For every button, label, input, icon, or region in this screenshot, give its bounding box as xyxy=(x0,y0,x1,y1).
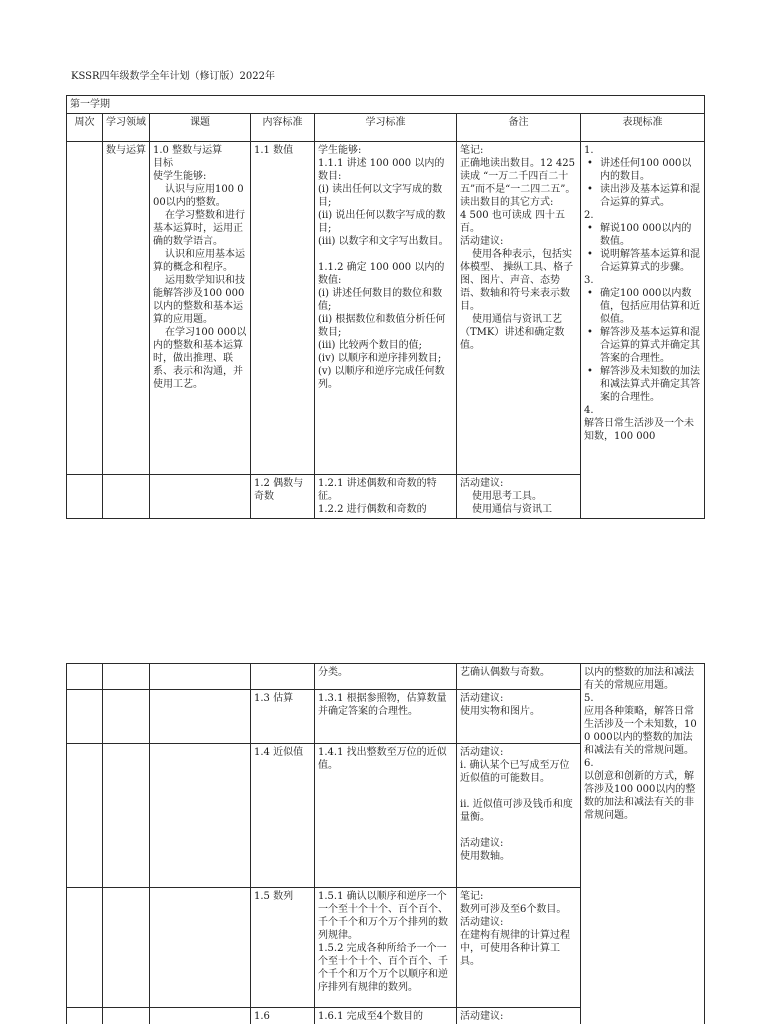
notes-cell xyxy=(457,690,581,744)
learning-standard-cell xyxy=(315,142,457,475)
notes-line: 活动建议: xyxy=(460,478,504,489)
performance-item: • 确定100 000以内数值，包括应用估算和近似值。 xyxy=(584,287,701,326)
content-standard-cell: 1.2 偶数与奇数 xyxy=(251,475,315,519)
topic-title: 1.0 整数与运算 xyxy=(153,145,223,156)
header-week: 周次 xyxy=(67,114,103,142)
learning-standard-cell: 1.3.1 根据参照物，估算数量并确定答案的合理性。 xyxy=(315,690,457,744)
topic-item: 认识与应用100 000以内的整数。 xyxy=(153,184,244,208)
notes-cell xyxy=(457,142,581,475)
header-topic: 课题 xyxy=(150,114,251,142)
notes-line: 活动建议: xyxy=(460,236,504,247)
topic-cell xyxy=(150,142,251,475)
content-standard-cell: 1.6 xyxy=(251,1008,315,1024)
topic-cell xyxy=(150,475,251,519)
performance-item: • 解答涉及未知数的加法和减法算式并确定其答案的合理性。 xyxy=(584,365,701,404)
week-cell xyxy=(67,664,103,690)
performance-number: 4. xyxy=(584,405,594,416)
notes-line: ii. 近似值可涉及钱币和度量衡。 xyxy=(460,799,573,823)
notes-line: 活动建议: xyxy=(460,838,504,849)
topic-intro: 使学生能够: xyxy=(153,171,207,182)
content-standard-cell: 1.3 估算 xyxy=(251,690,315,744)
performance-list xyxy=(584,222,701,274)
content-standard-cell xyxy=(251,664,315,690)
performance-standard-cell xyxy=(581,664,705,1024)
performance-item: • 读出涉及基本运算和混合运算的算式。 xyxy=(584,183,701,209)
topic-goal: 目标 xyxy=(153,158,173,169)
topic-cell xyxy=(150,888,251,1008)
learning-line: 1.2.2 进行偶数和奇数的 xyxy=(318,504,427,515)
performance-item: • 解答涉及基本运算和混合运算的算式并确定其答案的合理性。 xyxy=(584,326,701,365)
performance-number: 5. xyxy=(584,693,594,704)
area-cell xyxy=(103,888,150,1008)
yearly-plan-table-page-2 xyxy=(66,663,705,1024)
learning-line: (ii) 说出任何以数字写成的数目; xyxy=(318,210,446,234)
area-cell xyxy=(103,690,150,744)
performance-number: 2. xyxy=(584,210,594,221)
topic-cell xyxy=(150,664,251,690)
notes-line: 使用通信与资讯工艺（TMK）讲述和确定数值。 xyxy=(460,314,565,351)
area-cell: 数与运算 xyxy=(103,142,150,475)
notes-line: 活动建议: xyxy=(460,917,504,928)
learning-line: (iii) 比较两个数目的值; xyxy=(318,340,422,351)
topic-item: 运用数学知识和技能解答涉及100 000以内的整数和基本运算的应用题。 xyxy=(153,275,245,325)
performance-item: • 解说100 000以内的数值。 xyxy=(584,222,701,248)
learning-line: (i) 读出任何以文字写成的数目; xyxy=(318,184,443,208)
learning-standard-cell xyxy=(315,475,457,519)
learning-line: 1.5.1 确认以顺序和逆序一个一个至十个十个、百个百个、千个千个和万个万个排列的数列规律。 xyxy=(318,891,448,941)
notes-line: 活动建议: xyxy=(460,693,504,704)
header-area: 学习领域 xyxy=(103,114,150,142)
learning-line: 1.1.1 讲述 100 000 以内的数目: xyxy=(318,158,445,182)
notes-line: 使用数轴。 xyxy=(460,851,510,862)
learning-line: (iii) 以数字和文字写出数目。 xyxy=(318,236,449,247)
learning-line: (i) 讲述任何数目的数位和数值; xyxy=(318,288,443,312)
performance-list xyxy=(584,157,701,209)
notes-line: 使用思考工具。 xyxy=(472,491,542,502)
area-cell xyxy=(103,1008,150,1024)
area-cell xyxy=(103,744,150,888)
area-cell xyxy=(103,664,150,690)
notes-line: 4 500 也可读成 四十五百。 xyxy=(460,210,565,234)
header-content-standard: 内容标准 xyxy=(251,114,315,142)
notes-line: 使用各种表示，包括实体模型、 操纵工具、格子图、图片、声音、态势语、数轴和符号来表示数目。 xyxy=(460,249,574,312)
week-cell xyxy=(67,744,103,888)
learning-standard-cell: 1.4.1 找出整数至万位的近似值。 xyxy=(315,744,457,888)
topic-cell xyxy=(150,744,251,888)
performance-number: 6. xyxy=(584,758,594,769)
performance-item: • 说明解答基本运算和混合运算算式的步骤。 xyxy=(584,248,701,274)
content-standard-cell: 1.1 数值 xyxy=(251,142,315,475)
topic-item: 认识和应用基本运算的概念和程序。 xyxy=(153,249,245,273)
yearly-plan-table-page-1 xyxy=(66,95,705,519)
learning-standard-cell: 1.6.1 完成至4个数目的 xyxy=(315,1008,457,1024)
notes-line: 在建构有规律的计算过程中，可使用各种计算工具。 xyxy=(460,930,570,967)
area-cell xyxy=(103,475,150,519)
notes-line: 笔记: xyxy=(460,891,484,902)
content-standard-cell: 1.5 数列 xyxy=(251,888,315,1008)
performance-number: 1. xyxy=(584,145,594,156)
notes-cell xyxy=(457,475,581,519)
week-cell xyxy=(67,690,103,744)
notes-line: 数列可涉及至6个数目。 xyxy=(460,904,567,915)
learning-line: 1.5.2 完成各种所给予一个一个至十个十个、百个百个、千个千个和万个万个以顺序和逆序排列有规律的数列。 xyxy=(318,943,448,993)
performance-number: 3. xyxy=(584,275,594,286)
learning-line: (ii) 根据数位和数值分析任何数目; xyxy=(318,314,446,338)
learning-line: (iv) 以顺序和逆序排列数目; xyxy=(318,353,442,364)
week-cell xyxy=(67,1008,103,1024)
header-learning-standard: 学习标准 xyxy=(315,114,457,142)
topic-item: 在学习整数和进行基本运算时，运用正确的数学语言。 xyxy=(153,210,245,247)
notes-cell xyxy=(457,744,581,888)
performance-text: 以创意和创新的方式，解答涉及100 000以内的整数的加法和减法有关的非常规问题。 xyxy=(584,771,696,821)
document-title: KSSR四年级数学全年计划（修订版）2022年 xyxy=(71,71,275,82)
semester-label: 第一学期 xyxy=(67,96,705,114)
performance-item: • 讲述任何100 000以内的数目。 xyxy=(584,157,701,183)
header-performance-standard: 表现标准 xyxy=(581,114,705,142)
week-cell xyxy=(67,888,103,1008)
notes-cell xyxy=(457,888,581,1008)
content-standard-cell: 1.4 近似值 xyxy=(251,744,315,888)
topic-cell xyxy=(150,690,251,744)
notes-line: 读出数目的其它方式: xyxy=(460,197,554,208)
notes-line: 正确地读出数目。12 425 读成 “一万二千四百二十五”而不是“一二四二五”。 xyxy=(460,158,576,195)
notes-cell: 艺确认偶数与奇数。 xyxy=(457,664,581,690)
performance-text: 解答日常生活涉及一个未知数，100 000 xyxy=(584,418,694,442)
learning-standard-cell: 分类。 xyxy=(315,664,457,690)
topic-item: 在学习100 000以内的整数和基本运算时，做出推理、联系、表示和沟通，并使用工艺。 xyxy=(153,327,247,390)
notes-line: 使用实物和图片。 xyxy=(460,706,540,717)
learning-intro: 学生能够: xyxy=(318,145,362,156)
learning-line: 1.2.1 讲述偶数和奇数的特征。 xyxy=(318,478,437,502)
week-cell xyxy=(67,475,103,519)
learning-line: 1.1.2 确定 100 000 以内的数值: xyxy=(318,262,445,286)
performance-standard-cell xyxy=(581,142,705,519)
week-cell xyxy=(67,142,103,475)
notes-line: 使用通信与资讯工 xyxy=(472,504,552,515)
notes-cell: 活动建议: xyxy=(457,1008,581,1024)
performance-list xyxy=(584,287,701,404)
performance-text: 应用各种策略，解答日常生活涉及一个未知数，100 000以内的整数的加法和减法有关的常规问题。 xyxy=(584,706,697,756)
notes-line: i. 确认某个已写成至万位近似值的可能数目。 xyxy=(460,760,570,784)
learning-line: (v) 以顺序和逆序完成任何数列。 xyxy=(318,366,445,390)
performance-text: 以内的整数的加法和减法有关的常规应用题。 xyxy=(584,667,694,691)
notes-line: 笔记: xyxy=(460,145,484,156)
notes-line: 活动建议: xyxy=(460,747,504,758)
header-notes: 备注 xyxy=(457,114,581,142)
topic-cell xyxy=(150,1008,251,1024)
learning-standard-cell xyxy=(315,888,457,1008)
